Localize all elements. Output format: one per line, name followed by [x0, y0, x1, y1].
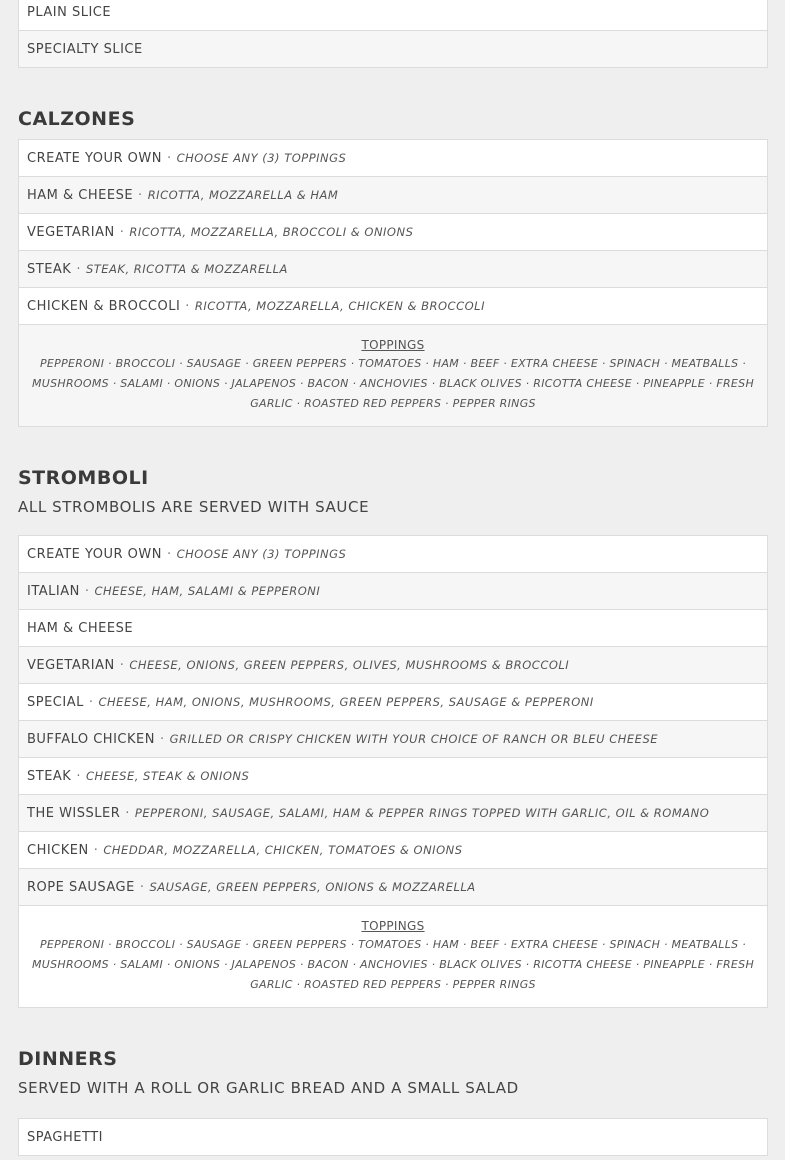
item-name: PLAIN SLICE [27, 4, 112, 20]
calzones-table [18, 139, 768, 427]
menu-item [19, 610, 767, 647]
item-name: ROPE SAUSAGE [27, 879, 135, 895]
item-name: CREATE YOUR OWN [27, 150, 162, 166]
separator: · [84, 583, 90, 599]
item-name: BUFFALO CHICKEN [27, 731, 155, 747]
menu-item [19, 177, 767, 214]
section-title-calzones: CALZONES [18, 108, 136, 130]
item-name: VEGETARIAN [27, 657, 115, 673]
item-name: THE WISSLER [27, 805, 121, 821]
section-subtitle-stromboli: ALL STROMBOLIS ARE SERVED WITH SAUCE [18, 498, 370, 516]
separator: · [166, 546, 172, 562]
item-desc: CHEDDAR, MOZZARELLA, CHICKEN, TOMATOES & ONIONS [103, 843, 463, 857]
separator: · [119, 224, 125, 240]
item-name: VEGETARIAN [27, 224, 115, 240]
menu-item [19, 251, 767, 288]
toppings-line: GARLIC · ROASTED RED PEPPERS · PEPPER RINGS [250, 397, 536, 410]
menu-item [19, 536, 767, 573]
menu-item [19, 31, 767, 67]
stromboli-table [18, 535, 768, 1008]
separator: · [76, 768, 81, 784]
item-name: CHICKEN & BROCCOLI [27, 298, 181, 314]
separator: · [138, 187, 143, 203]
separator: · [76, 261, 81, 277]
item-name: ITALIAN [27, 583, 80, 599]
section-subtitle-dinners: SERVED WITH A ROLL OR GARLIC BREAD AND A SMALL SALAD [18, 1079, 519, 1097]
slices-table [18, 0, 768, 68]
menu-item [19, 573, 767, 610]
menu-item [19, 721, 767, 758]
separator: · [166, 150, 172, 166]
menu-item [19, 795, 767, 832]
item-name: HAM & CHEESE [27, 620, 134, 636]
menu-item [19, 1119, 767, 1155]
toppings-line: PEPPERONI · BROCCOLI · SAUSAGE · GREEN PEPPERS · TOMATOES · HAM · BEEF · EXTRA CHEESE · SPINACH · MEATBALLS · [39, 938, 747, 951]
item-desc: RICOTTA, MOZZARELLA & HAM [147, 188, 339, 202]
menu-item [19, 869, 767, 906]
item-name: STEAK [27, 261, 72, 277]
separator: · [125, 805, 130, 821]
menu-item [19, 647, 767, 684]
toppings-line: MUSHROOMS · SALAMI · ONIONS · JALAPENOS · BACON · ANCHOVIES · BLACK OLIVES · RICOTTA CHEESE · PINEAPPLE · FRESH [31, 958, 755, 971]
item-desc: CHOOSE ANY (3) TOPPINGS [176, 547, 347, 561]
item-name: HAM & CHEESE [27, 187, 134, 203]
item-name: CREATE YOUR OWN [27, 546, 162, 562]
toppings-line: GARLIC · ROASTED RED PEPPERS · PEPPER RINGS [250, 978, 536, 991]
item-desc: CHEESE, HAM, SALAMI & PEPPERONI [94, 584, 321, 598]
menu-item [19, 684, 767, 721]
menu-item [19, 214, 767, 251]
item-name: STEAK [27, 768, 72, 784]
separator: · [88, 694, 94, 710]
separator: · [119, 657, 125, 673]
dinners-table [18, 1118, 768, 1156]
item-desc: SAUSAGE, GREEN PEPPERS, ONIONS & MOZZARELLA [149, 880, 476, 894]
item-desc: STEAK, RICOTTA & MOZZARELLA [85, 262, 288, 276]
separator: · [139, 879, 145, 895]
item-desc: CHEESE, ONIONS, GREEN PEPPERS, OLIVES, MUSHROOMS & BROCCOLI [129, 658, 570, 672]
separator: · [185, 298, 190, 314]
item-name: SPECIAL [27, 694, 84, 710]
item-desc: CHEESE, HAM, ONIONS, MUSHROOMS, GREEN PEPPERS, SAUSAGE & PEPPERONI [98, 695, 594, 709]
item-name: SPAGHETTI [27, 1129, 103, 1145]
menu-item [19, 140, 767, 177]
item-desc: CHOOSE ANY (3) TOPPINGS [176, 151, 347, 165]
toppings-title: TOPPINGS [361, 919, 425, 933]
menu-page [18, 0, 768, 1156]
section-title-stromboli: STROMBOLI [18, 467, 149, 489]
section-title-dinners: DINNERS [18, 1048, 118, 1070]
item-desc: CHEESE, STEAK & ONIONS [85, 769, 250, 783]
separator: · [93, 842, 99, 858]
item-name: CHICKEN [27, 842, 89, 858]
item-desc: GRILLED OR CRISPY CHICKEN WITH YOUR CHOICE OF RANCH OR BLEU CHEESE [169, 732, 659, 746]
item-desc: RICOTTA, MOZZARELLA, BROCCOLI & ONIONS [129, 225, 414, 239]
item-name: SPECIALTY SLICE [27, 41, 143, 57]
toppings-box [19, 325, 767, 426]
toppings-line: MUSHROOMS · SALAMI · ONIONS · JALAPENOS · BACON · ANCHOVIES · BLACK OLIVES · RICOTTA CHEESE · PINEAPPLE · FRESH [31, 377, 755, 390]
item-desc: RICOTTA, MOZZARELLA, CHICKEN & BROCCOLI [194, 299, 485, 313]
menu-item [19, 0, 767, 31]
toppings-title: TOPPINGS [361, 338, 425, 352]
separator: · [159, 731, 165, 747]
toppings-box [19, 906, 767, 1007]
menu-item [19, 832, 767, 869]
item-desc: PEPPERONI, SAUSAGE, SALAMI, HAM & PEPPER RINGS TOPPED WITH GARLIC, OIL & ROMANO [134, 806, 710, 820]
menu-item [19, 288, 767, 325]
toppings-line: PEPPERONI · BROCCOLI · SAUSAGE · GREEN PEPPERS · TOMATOES · HAM · BEEF · EXTRA CHEESE · SPINACH · MEATBALLS · [39, 357, 747, 370]
menu-item [19, 758, 767, 795]
